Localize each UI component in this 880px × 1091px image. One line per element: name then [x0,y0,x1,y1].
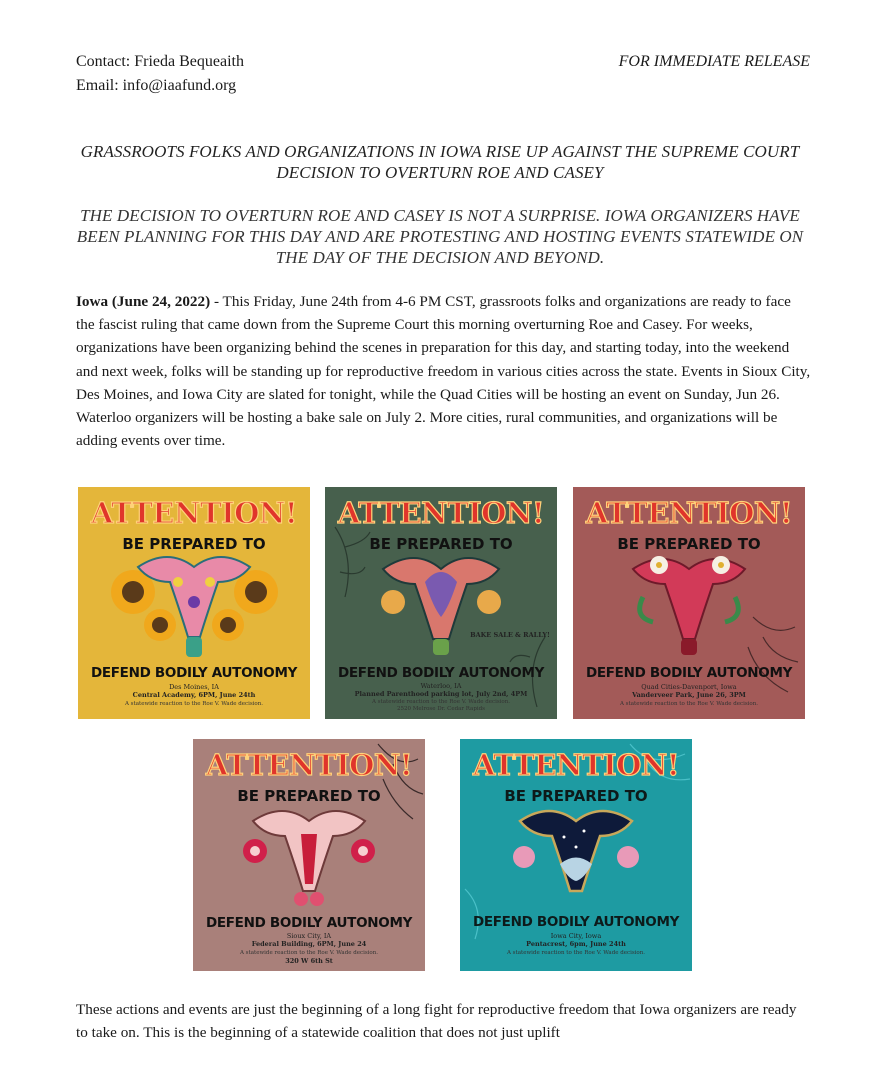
poster-attention: ATTENTION! [585,496,793,530]
contact-name: Contact: Frieda Bequeaith [76,53,244,70]
poster-city: Sioux City, IA [286,932,332,940]
release-label: FOR IMMEDIATE RELEASE [618,53,810,70]
poster-venue: Planned Parenthood parking lot, July 2nd, 4PM [354,690,528,698]
poster-des-moines [78,487,310,719]
poster-venue: Vanderveer Park, June 26, 3PM [632,691,746,699]
poster-attention: ATTENTION! [90,496,298,530]
uterus-illustration [633,556,745,655]
poster-attention: ATTENTION! [472,748,680,782]
poster-defend: DEFEND BODILY AUTONOMY [337,665,545,681]
poster-venue: Pentacrest, 6pm, June 24th [526,940,626,948]
poster-address: 2520 Melrose Dr. Cedar Rapids [397,706,485,712]
poster-quad-cities [573,487,805,719]
poster-venue: Central Academy, 6PM, June 24th [132,691,256,699]
poster-footer: A statewide reaction to the Roe V. Wade decision. [371,699,511,705]
poster-city: Waterloo, IA [420,682,462,690]
poster-prepared: BE PREPARED TO [237,787,381,805]
poster-prepared: BE PREPARED TO [617,535,761,553]
poster-address: 320 W 6th St [285,957,333,965]
dateline: Iowa (June 24, 2022) [76,293,211,310]
poster-iowa-city [460,739,692,971]
poster-sioux-city [193,739,425,971]
poster-footer: A statewide reaction to the Roe V. Wade decision. [619,701,759,707]
poster-prepared: BE PREPARED TO [369,535,513,553]
poster-attention: ATTENTION! [205,748,413,782]
poster-footer: A statewide reaction to the Roe V. Wade decision. [239,950,379,956]
poster-defend: DEFEND BODILY AUTONOMY [205,915,413,931]
closing-paragraph: These actions and events are just the beginning of a long fight for reproductive freedom that Iowa organizers are ready to take on. This is the beginning of a statewide coalition that does not just uplift [76,1001,797,1042]
poster-attention: ATTENTION! [337,496,545,530]
poster-venue: Federal Building, 6PM, June 24 [251,940,367,948]
contact-email: Email: info@iaafund.org [76,77,237,94]
poster-prepared: BE PREPARED TO [122,535,266,553]
intro-paragraph [76,290,812,452]
poster-badge: BAKE SALE & RALLY! [470,631,550,639]
poster-city: Des Moines, IA [169,683,219,691]
contact-block [76,50,244,98]
uterus-illustration [381,558,501,655]
poster-prepared: BE PREPARED TO [504,787,648,805]
uterus-illustration [243,811,375,906]
poster-defend: DEFEND BODILY AUTONOMY [472,914,680,930]
poster-defend: DEFEND BODILY AUTONOMY [585,665,793,681]
poster-city: Quad Cities-Davenport, Iowa [641,683,737,691]
poster-defend: DEFEND BODILY AUTONOMY [90,665,298,681]
intro-text: - This Friday, June 24th from 4-6 PM CST, grassroots folks and organizations are ready to face the fascist ruling that came down from the Supreme Court this morning overturning Roe and Casey. For weeks, organizations have been organizing behind the scenes in preparation for this day, and starting today, into the weekend and next week, folks will be standing up for reproductive freedom in various cities across the state. Events in Sioux City, Des Moines, and Iowa City are slated for tonight, while the Quad Cities will be hosting an event on Sunday, Jun 26. Waterloo organizers will be hosting a bake sale on July 2. More cities, rural communities, and organizations will be adding events over time. [76,293,811,450]
headline-subtitle: THE DECISION TO OVERTURN ROE AND CASEY IS NOT A SURPRISE. IOWA ORGANIZERS HAVE BEEN PLANNING FOR THIS DAY AND ARE PROTESTING AND HOSTING EVENTS STATEWIDE ON THE DAY OF THE DECISION AND BEYOND. [76,206,804,267]
uterus-illustration [138,557,250,657]
poster-footer: A statewide reaction to the Roe V. Wade decision. [506,950,646,956]
headline-title: GRASSROOTS FOLKS AND ORGANIZATIONS IN IOWA RISE UP AGAINST THE SUPREME COURT DECISION TO OVERTURN ROE AND CASEY [80,142,800,182]
uterus-illustration [513,811,639,891]
poster-waterloo [325,487,557,719]
poster-footer: A statewide reaction to the Roe V. Wade decision. [124,701,264,707]
poster-city: Iowa City, Iowa [550,932,602,940]
